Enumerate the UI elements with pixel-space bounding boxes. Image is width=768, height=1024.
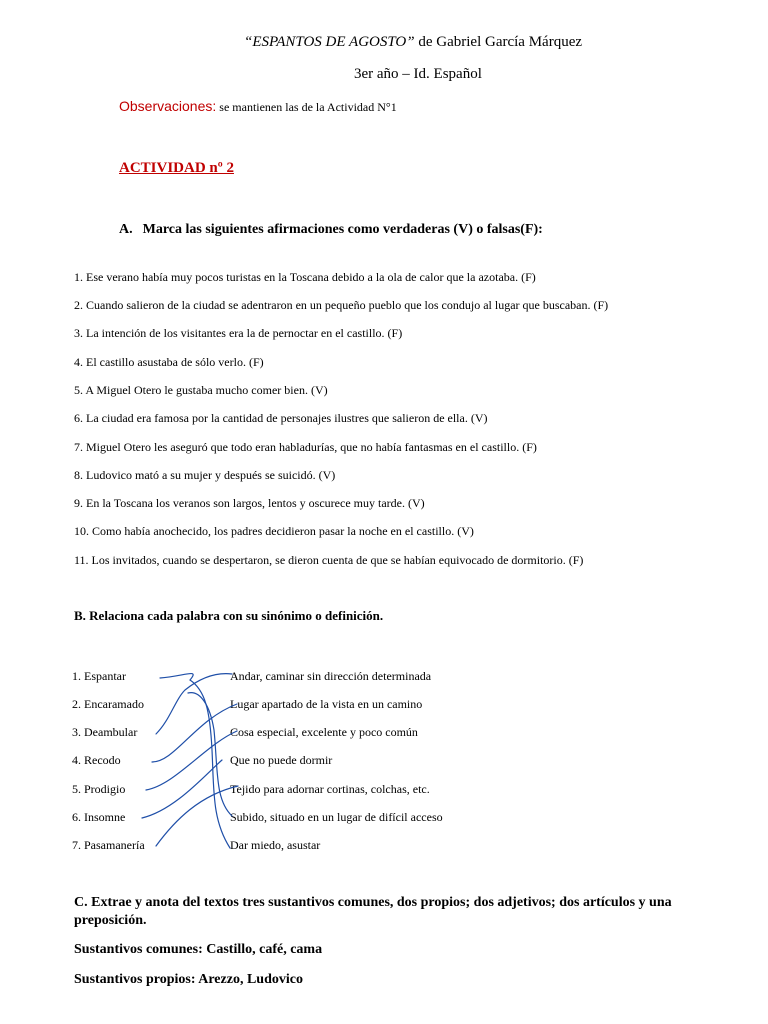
match-word: 7. Pasamanería xyxy=(72,838,145,852)
match-line xyxy=(142,760,222,818)
section-b-heading: B. Relaciona cada palabra con su sinónimo o definición. xyxy=(74,608,384,623)
title-author: de Gabriel García Márquez xyxy=(414,34,583,50)
section-c-heading: C. Extrae y anota del textos tres sustantivos comunes, dos propios; dos adjetivos; dos artículos y una preposición. xyxy=(74,895,672,928)
statement: 2. Cuando salieron de la ciudad se adentraron en un pequeño pueblo que los condujo al lugar que buscaban. (F) xyxy=(74,298,609,312)
match-word: 6. Insomne xyxy=(72,810,126,824)
statement: 9. En la Toscana los veranos son largos, lentos y oscurece muy tarde. (V) xyxy=(74,496,425,510)
observations-text: se mantienen las de la Actividad N°1 xyxy=(216,100,397,114)
statement: 7. Miguel Otero les aseguró que todo eran habladurías, que no había fantasmas en el castillo. (F) xyxy=(74,440,537,454)
statement: 6. La ciudad era famosa por la cantidad de personajes ilustres que salieron de ella. (V) xyxy=(74,411,488,425)
section-a-letter: A. xyxy=(119,222,133,237)
observations-label: Observaciones: xyxy=(119,98,217,114)
match-definition: Que no puede dormir xyxy=(230,753,333,767)
answer-common-nouns: Sustantivos comunes: Castillo, café, cama xyxy=(74,942,323,957)
match-word: 4. Recodo xyxy=(72,753,121,767)
section-a-text: Marca las siguientes afirmaciones como verdaderas (V) o falsas(F): xyxy=(142,222,543,237)
match-line xyxy=(152,704,237,762)
answer-proper-nouns: Sustantivos propios: Arezzo, Ludovico xyxy=(74,972,303,987)
document-subtitle: 3er año – Id. Español xyxy=(354,66,482,82)
statement: 1. Ese verano había muy pocos turistas en la Toscana debido a la ola de calor que la azotaba. (F) xyxy=(74,270,536,284)
match-definition: Tejido para adornar cortinas, colchas, etc. xyxy=(230,782,430,796)
match-definition: Andar, caminar sin dirección determinada xyxy=(230,669,432,683)
statement: 10. Como había anochecido, los padres decidieron pasar la noche en el castillo. (V) xyxy=(74,524,474,538)
match-word: 3. Deambular xyxy=(72,725,138,739)
statement: 8. Ludovico mató a su mujer y después se suicidó. (V) xyxy=(74,468,336,482)
match-word: 1. Espantar xyxy=(72,669,126,683)
match-definition: Subido, situado en un lugar de difícil acceso xyxy=(230,810,443,824)
statement: 5. A Miguel Otero le gustaba mucho comer bien. (V) xyxy=(74,383,328,397)
statement: 4. El castillo asustaba de sólo verlo. (F) xyxy=(74,355,264,369)
match-word: 5. Prodigio xyxy=(72,782,126,796)
match-definition: Cosa especial, excelente y poco común xyxy=(230,725,418,739)
statement: 11. Los invitados, cuando se despertaron, se dieron cuenta de que se habían equivocado de dormitorio. (F) xyxy=(74,553,584,567)
match-definition: Dar miedo, asustar xyxy=(230,838,321,852)
match-line xyxy=(156,786,238,846)
activity-title: ACTIVIDAD nº 2 xyxy=(119,160,234,176)
match-line xyxy=(188,693,232,816)
title-book-name: “ESPANTOS DE AGOSTO” xyxy=(244,34,415,50)
statement: 3. La intención de los visitantes era la de pernoctar en el castillo. (F) xyxy=(74,326,403,340)
match-word: 2. Encaramado xyxy=(72,697,144,711)
match-definition: Lugar apartado de la vista en un camino xyxy=(230,697,423,711)
